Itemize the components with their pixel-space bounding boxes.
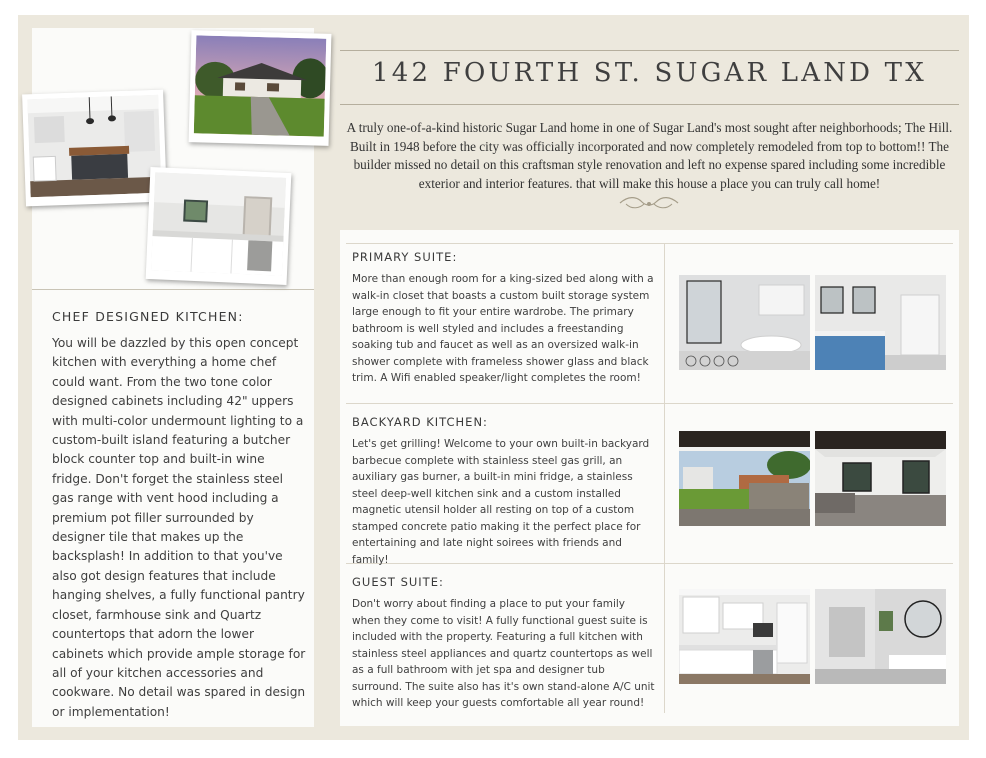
photo-primary-bath-vanity [815, 275, 946, 370]
backyard-kitchen-description: Let's get grilling! Welcome to your own built-in backyard barbecue complete with stainless steel gas grill, an auxiliary gas burner, a built-in mini fridge, a stainless steel deep-well kitchen sink and a custom installed magnetic utensil holder all resting on top of a custom stamped concrete patio making it the perfect place for entertaining and late night soirees with friends and family! [352, 438, 650, 566]
photo-backyard-patio [679, 431, 810, 526]
intro-text: A truly one-of-a-kind historic Sugar Land home in one of Sugar Land's most sought after neighborhoods; The Hill. Built in 1948 before the city was officially incorporated and now completely remodeled from top to bottom!! The builder missed no detail on this craftsman style renovation and left no expense spared including some incredible exterior and interior features. that will make this house a place you can truly call home! [346, 120, 953, 191]
photo-guest-bath [815, 589, 946, 684]
primary-suite-description: More than enough room for a king-sized bed along with a walk-in closet that boasts a custom built storage system large enough to fit your entire wardrobe. The primary bathroom is well styled and includes a freestanding soaking tub and faucet as well as an oversized walk-in shower complete with frameless shower glass and black trim. A Wifi enabled speaker/light completes the room! [352, 273, 654, 384]
divider [32, 289, 314, 290]
section-divider [346, 243, 953, 244]
guest-suite-description: Don't worry about finding a place to put your family when they come to visit! A fully functional guest suite is included with the property. Featuring a full kitchen with stainless steel appliances and quartz countertops as well as a full bathroom with jet spa and designer tub surround. The suite also has it's own stand-alone A/C unit which will keep your guests comfortable all year round! [352, 598, 655, 709]
page-title: 142 FOURTH ST. SUGAR LAND TX [372, 58, 927, 88]
flourish-ornament [618, 194, 680, 216]
kitchen-heading: CHEF DESIGNED KITCHEN: [52, 309, 244, 324]
guest-suite-heading: GUEST SUITE: [352, 575, 444, 589]
photo-backyard-kitchen [815, 431, 946, 526]
column-divider [664, 243, 665, 713]
photo-kitchen-sink [146, 167, 292, 285]
section-divider [346, 403, 953, 404]
backyard-kitchen-heading: BACKYARD KITCHEN: [352, 415, 488, 429]
primary-suite-heading: PRIMARY SUITE: [352, 250, 458, 264]
photo-primary-bath-tub [679, 275, 810, 370]
photo-house-exterior [189, 30, 332, 146]
photo-guest-kitchen [679, 589, 810, 684]
kitchen-description: You will be dazzled by this open concept kitchen with everything a home chef could want. From the two tone color designed cabinets including 42" uppers with multi-color undermount lighting to a custom-built island featuring a butcher block counter top and built-in wine fridge. Don't forget the stainless steel gas range with vent hood including a premium pot filler surrounded by designer tile that makes up the backsplash! In addition to that you've also got design features that include hanging shelves, a fully functional pantry closet, farmhouse sink and Quartz countertops that adorn the lower cabinets which provide ample storage for all of your kitchen accessories and cookware. No detail was spared in design or implementation! [52, 336, 306, 719]
title-rule-top [340, 50, 959, 51]
photo-kitchen [22, 90, 167, 207]
title-rule-bottom [340, 104, 959, 105]
